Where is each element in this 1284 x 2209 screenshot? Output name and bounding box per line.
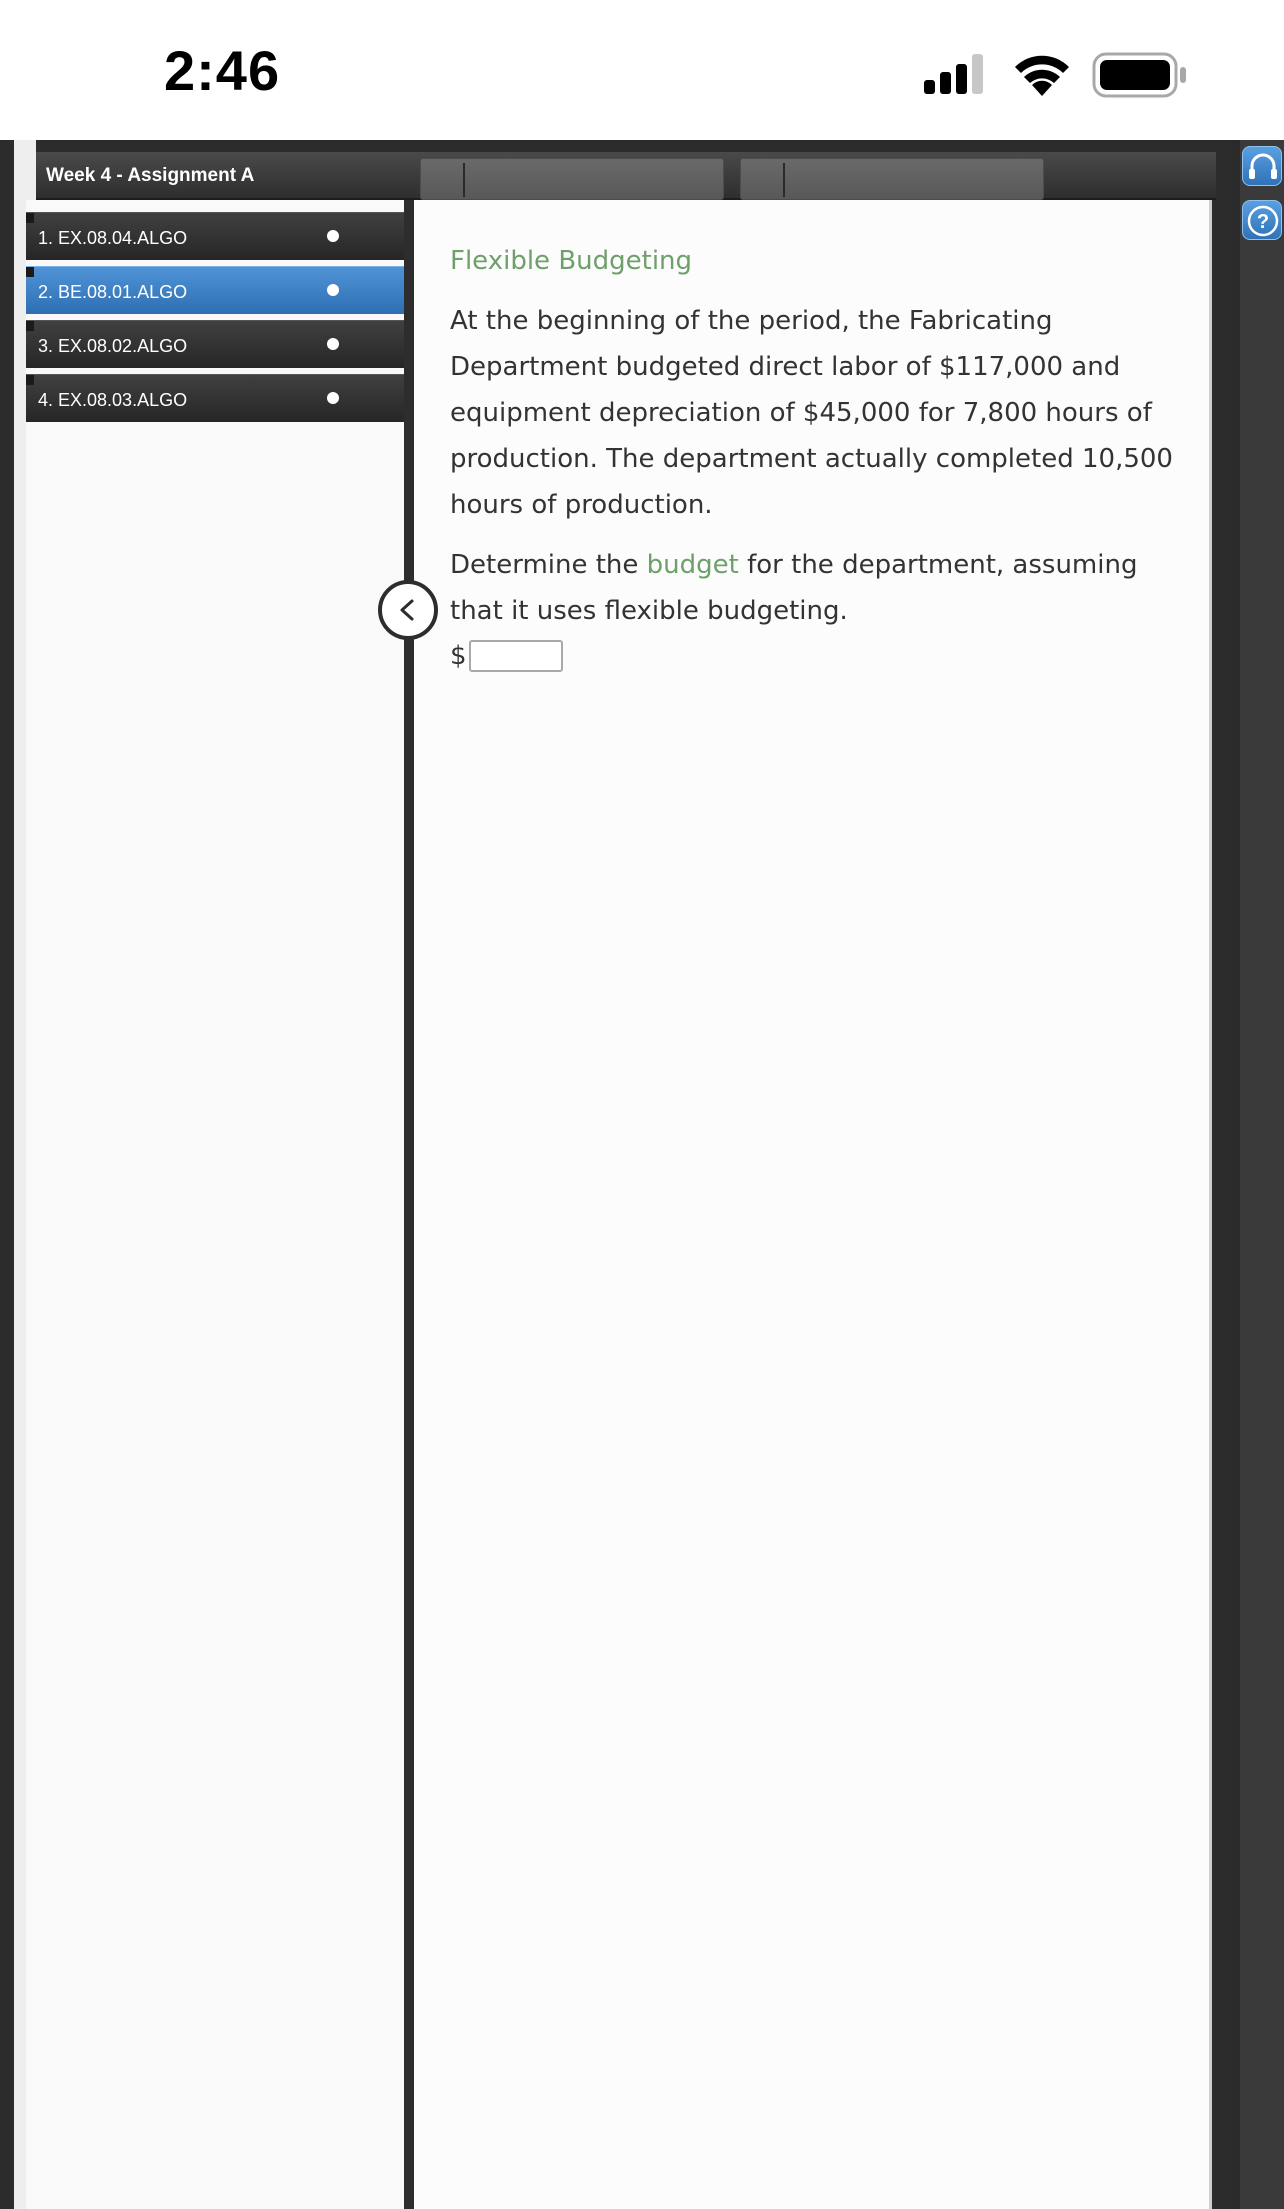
problem-title: Flexible Budgeting	[450, 246, 693, 276]
paragraph-2-text-after: for the department, assuming that it uses flexible budgeting.	[450, 550, 1138, 626]
svg-text:?: ?	[1256, 211, 1270, 233]
assignment-title: Week 4 - Assignment A	[46, 165, 255, 186]
right-rail-inner	[1240, 140, 1284, 2209]
answer-row	[450, 640, 1192, 672]
currency-symbol: $	[450, 641, 467, 671]
question-item-3[interactable]	[26, 320, 404, 368]
problem-paragraph-2	[450, 542, 1192, 634]
status-dot-icon	[327, 284, 339, 296]
app-frame	[0, 140, 1284, 2209]
wifi-icon	[1012, 52, 1072, 100]
signal-icon	[924, 54, 990, 98]
status-dot-icon	[327, 392, 339, 404]
help-icon[interactable]	[1242, 200, 1282, 240]
question-sidebar	[26, 200, 404, 2209]
problem-paragraph-1: At the beginning of the period, the Fabricating Department budgeted direct labor of $117,000 and equipment depreciation of $45,000 for 7,800 hours of production. The department actually completed 10,500 hours of production.	[450, 306, 1173, 520]
question-item-label: 1. EX.08.04.ALGO	[38, 228, 188, 248]
panel-divider	[404, 200, 414, 2209]
question-item-label: 2. BE.08.01.ALGO	[38, 282, 188, 302]
header-tab-1[interactable]	[420, 158, 724, 200]
battery-icon	[1092, 52, 1188, 102]
status-time: 2:46	[164, 39, 281, 102]
budget-keyword-link[interactable]: budget	[646, 550, 739, 580]
status-dot-icon	[327, 230, 339, 242]
header-tab-2[interactable]	[740, 158, 1044, 200]
question-item-label: 4. EX.08.03.ALGO	[38, 390, 188, 410]
question-item-4[interactable]	[26, 374, 404, 422]
status-bar	[0, 0, 1284, 140]
question-item-label: 3. EX.08.02.ALGO	[38, 336, 188, 356]
collapse-sidebar-button[interactable]	[378, 580, 438, 640]
status-dot-icon	[327, 338, 339, 350]
problem-content-panel	[414, 200, 1212, 2209]
question-item-2[interactable]	[26, 266, 404, 314]
budget-answer-input[interactable]	[469, 640, 563, 672]
headset-icon[interactable]	[1242, 146, 1282, 186]
question-item-1[interactable]	[26, 212, 404, 260]
paragraph-2-text-before: Determine the	[450, 550, 647, 580]
